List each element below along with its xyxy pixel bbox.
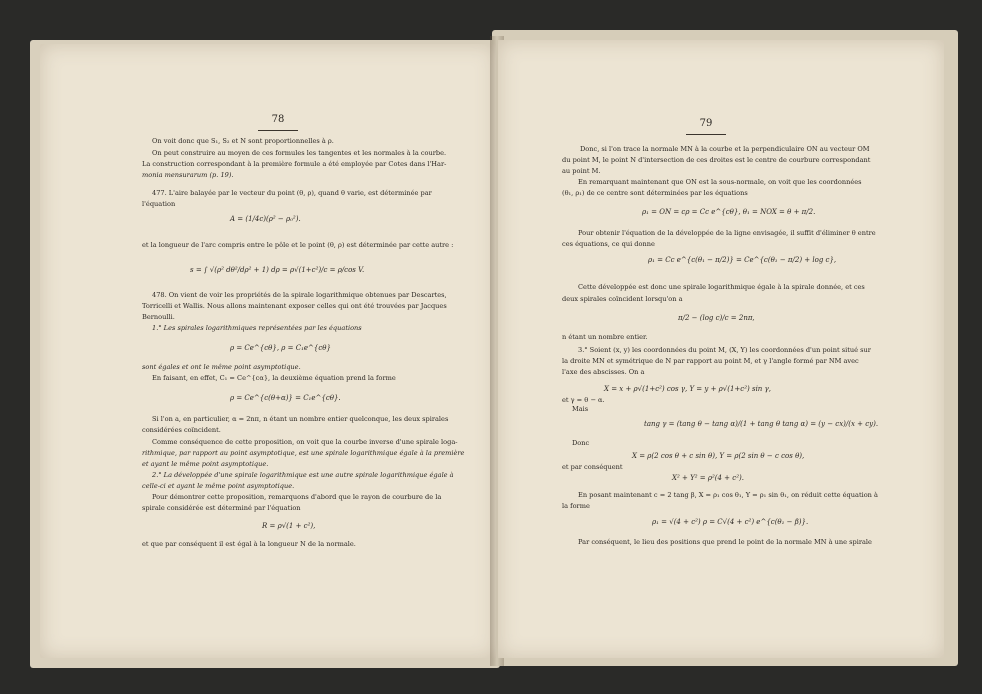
text-line: Torricelli et Wallis. Nous allons maintenant exposer celles qui ont été trouvées par Jacques bbox=[142, 302, 447, 310]
text-line: la forme bbox=[562, 502, 590, 510]
equation: X = x + ρ√(1+c²) cos γ, Y = y + ρ√(1+c²) sin γ, bbox=[604, 385, 771, 393]
text-line: celle-ci et ayant le même point asymptotique. bbox=[142, 482, 295, 490]
text-line: Mais bbox=[572, 405, 589, 413]
text-line: considérées coïncident. bbox=[142, 426, 221, 434]
text-line: ces équations, ce qui donne bbox=[562, 240, 655, 248]
text-line: En faisant, en effet, C₁ = Ce^{cα}, la deuxième équation prend la forme bbox=[152, 374, 396, 382]
right-page bbox=[498, 40, 944, 658]
text-line: Comme conséquence de cette proposition, on voit que la courbe inverse d'une spirale loga- bbox=[152, 438, 458, 446]
text-line: et la longueur de l'arc compris entre le pôle et le point (θ, ρ) est déterminée par cette autre : bbox=[142, 241, 454, 249]
text-line: Si l'on a, en particulier, α = 2nπ, n étant un nombre entier quelconque, les deux spirales bbox=[152, 415, 449, 423]
equation: X² + Y² = ρ²(4 + c²). bbox=[672, 474, 744, 482]
equation: s = ∫ √(ρ² dθ²/dρ² + 1) dρ = ρ√(1+c²)/c = ρ/cos V. bbox=[190, 266, 365, 274]
equation: R = ρ√(1 + c²), bbox=[262, 522, 316, 530]
equation: A = (1/4c)(ρ² − ρ₀²). bbox=[230, 215, 301, 223]
text-line: l'équation bbox=[142, 200, 176, 208]
page-number-rule bbox=[686, 134, 726, 135]
text-line: n étant un nombre entier. bbox=[562, 333, 648, 341]
text-line: On voit donc que S₁, S₂ et N sont proportionnelles à ρ. bbox=[152, 137, 334, 145]
text-line: et ayant le même point asymptotique. bbox=[142, 460, 269, 468]
equation: ρ₁ = ON = cρ = Cc e^{cθ}, θ₁ = NOX = θ + π/2. bbox=[642, 208, 816, 216]
text-line: 477. L'aire balayée par le vecteur du point (θ, ρ), quand θ varie, est déterminée par bbox=[152, 189, 432, 197]
text-line: La construction correspondant à la première formule a été employée par Cotes dans l'Har- bbox=[142, 160, 447, 168]
equation: ρ₁ = Cc e^{c(θ₁ − π/2)} = Ce^{c(θ₁ − π/2) + log c}, bbox=[648, 256, 837, 264]
equation: ρ₁ = √(4 + c²) ρ = C√(4 + c²) e^{c(θ₁ − β)}. bbox=[652, 518, 809, 526]
text-line: l'axe des abscisses. On a bbox=[562, 368, 645, 376]
text-line: En posant maintenant c = 2 tang β, X = ρ₁ cos θ₁, Y = ρ₁ sin θ₁, on réduit cette équation à bbox=[578, 491, 878, 499]
text-line: au point M. bbox=[562, 167, 601, 175]
equation: ρ = Ce^{cθ}, ρ = C₁e^{cθ} bbox=[230, 344, 331, 352]
text-line: Bernoulli. bbox=[142, 313, 175, 321]
text-line: En remarquant maintenant que ON est la sous-normale, on voit que les coordonnées bbox=[578, 178, 862, 186]
equation: tang γ = (tang θ − tang α)/(1 + tang θ tang α) = (y − cx)/(x + cy). bbox=[644, 420, 879, 428]
text-line: et que par conséquent il est égal à la longueur N de la normale. bbox=[142, 540, 356, 548]
text-line: et par conséquent bbox=[562, 463, 623, 471]
text-line: Pour obtenir l'équation de la développée de la ligne envisagée, il suffit d'éliminer θ entre bbox=[578, 229, 876, 237]
text-line: du point M, le point N d'intersection de ces droites est le centre de courbure correspondant bbox=[562, 156, 871, 164]
equation: π/2 − (log c)/c = 2nπ, bbox=[678, 314, 755, 322]
text-line: Donc, si l'on trace la normale MN à la courbe et la perpendiculaire ON au vecteur OM bbox=[580, 145, 870, 153]
page-number-right: 79 bbox=[699, 118, 713, 129]
text-line: 478. On vient de voir les propriétés de la spirale logarithmique obtenues par Descartes, bbox=[152, 291, 447, 299]
page-number-left: 78 bbox=[271, 114, 285, 125]
text-line: deux spirales coïncident lorsqu'on a bbox=[562, 295, 683, 303]
text-line: 3.° Soient (x, y) les coordonnées du point M, (X, Y) les coordonnées d'un point situé sur bbox=[578, 346, 871, 354]
page-number-rule bbox=[258, 130, 298, 131]
text-line: rithmique, par rapport au point asymptotique, est une spirale logarithmique égale à la première bbox=[142, 449, 465, 457]
text-line: Donc bbox=[572, 439, 590, 447]
text-line: la droite MN et symétrique de N par rapport au point M, et γ l'angle formé par NM avec bbox=[562, 357, 859, 365]
equation: X = ρ(2 cos θ + c sin θ), Y = ρ(2 sin θ − c cos θ), bbox=[632, 452, 805, 460]
text-line: (θ₁, ρ₁) de ce centre sont déterminées par les équations bbox=[562, 189, 748, 197]
text-line: 2.° La développée d'une spirale logarithmique est une autre spirale logarithmique égale à bbox=[152, 471, 454, 479]
text-line: sont égales et ont le même point asymptotique. bbox=[142, 363, 301, 371]
equation: ρ = Ce^{c(θ+α)} = C₁e^{cθ}. bbox=[230, 394, 341, 402]
text-line: Cette développée est donc une spirale logarithmique égale à la spirale donnée, et ces bbox=[578, 283, 865, 291]
text-line: Pour démontrer cette proposition, remarquons d'abord que le rayon de courbure de la bbox=[152, 493, 442, 501]
text-line: 1.° Les spirales logarithmiques représentées par les équations bbox=[152, 324, 362, 332]
text-line: On peut construire au moyen de ces formules les tangentes et les normales à la courbe. bbox=[152, 149, 447, 157]
left-page bbox=[40, 44, 496, 658]
text-line: spirale considérée est déterminé par l'équation bbox=[142, 504, 301, 512]
text-line: monia mensurarum (p. 19). bbox=[142, 171, 234, 179]
text-line: Par conséquent, le lieu des positions que prend le point de la normale MN à une spirale bbox=[578, 538, 872, 546]
text-line: et γ = θ − α. bbox=[562, 396, 605, 404]
